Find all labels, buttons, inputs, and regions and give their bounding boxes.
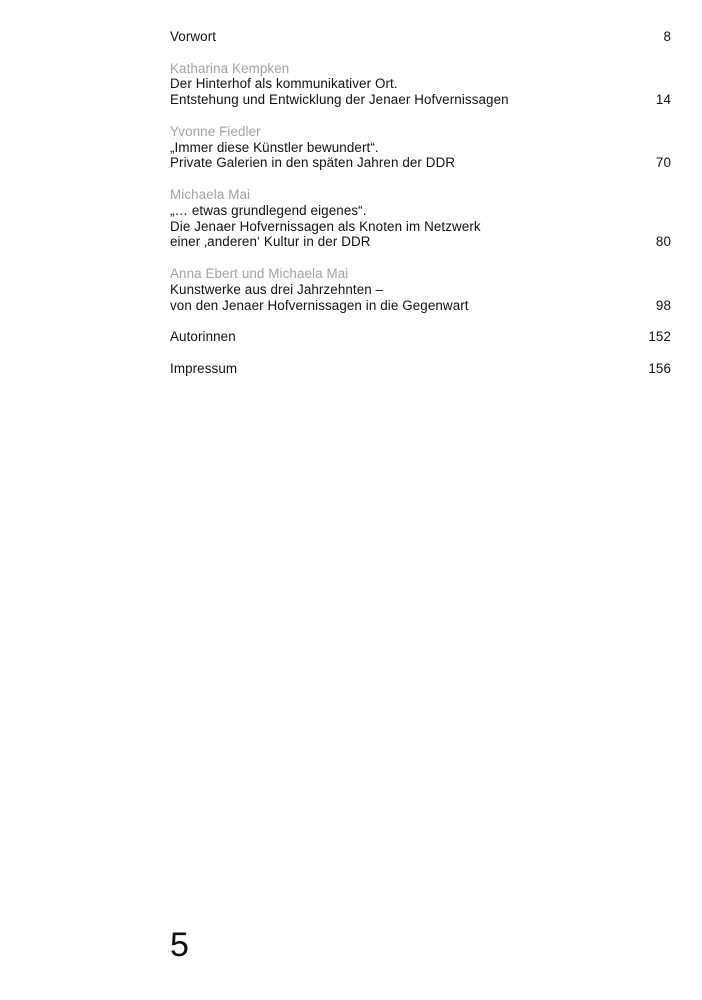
toc-entry-title: „Immer diese Künstler bewundert“. [170, 139, 379, 155]
page-number: 5 [170, 926, 189, 964]
toc-entry-page: 8 [663, 29, 671, 44]
toc-entry-page: 14 [655, 92, 671, 108]
toc-entry-title: Vorwort [170, 29, 217, 44]
toc-entry-vorwort[interactable] [170, 29, 671, 45]
toc-entry-fiedler[interactable] [170, 124, 671, 171]
toc-entry-author: Katharina Kempken [170, 60, 290, 76]
toc-entry-title: „… etwas grundlegend eigenes“. [170, 202, 367, 218]
toc-entry-autorinnen[interactable] [170, 329, 671, 345]
toc-entry-page: 98 [655, 297, 671, 313]
toc-entry-ebert-mai[interactable] [170, 266, 671, 313]
toc-entry-mai[interactable] [170, 187, 671, 250]
toc-entry-page: 70 [655, 155, 671, 171]
toc-entry-subtitle: Private Galerien in den späten Jahren der DDR [170, 155, 456, 171]
toc-entry-author: Yvonne Fiedler [170, 123, 261, 139]
toc-entry-title: Kunstwerke aus drei Jahrzehnten – [170, 281, 384, 297]
toc-entry-title: Impressum [170, 360, 238, 376]
toc-entry-subtitle: von den Jenaer Hofvernissagen in die Gegenwart [170, 297, 469, 313]
table-of-contents [170, 29, 671, 392]
toc-entry-subtitle: einer ‚anderen‘ Kultur in der DDR [170, 234, 371, 250]
toc-entry-title: Der Hinterhof als kommunikativer Ort. [170, 76, 398, 92]
toc-entry-subtitle: Entstehung und Entwicklung der Jenaer Hofvernissagen [170, 92, 509, 108]
toc-entry-title: Autorinnen [170, 329, 236, 345]
toc-entry-subtitle: Die Jenaer Hofvernissagen als Knoten im Netzwerk [170, 218, 481, 234]
toc-entry-page: 156 [648, 360, 671, 376]
toc-entry-author: Michaela Mai [170, 186, 251, 202]
toc-entry-page: 152 [648, 329, 671, 345]
toc-entry-kempken[interactable] [170, 61, 671, 108]
toc-entry-impressum[interactable] [170, 361, 671, 377]
toc-entry-author: Anna Ebert und Michaela Mai [170, 265, 349, 281]
toc-entry-page: 80 [655, 234, 671, 250]
